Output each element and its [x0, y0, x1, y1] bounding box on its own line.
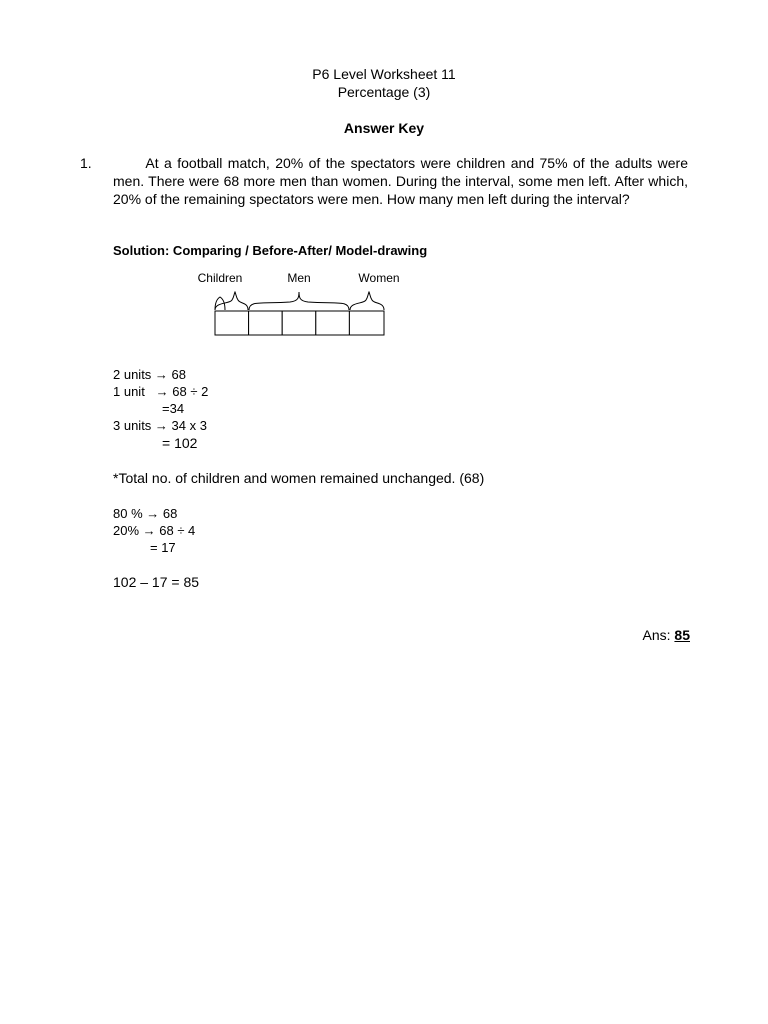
- answer-key-heading: Answer Key: [343, 120, 425, 136]
- worksheet-subtitle: Percentage (3): [337, 84, 431, 100]
- brace-men: [249, 292, 349, 310]
- step-1-unit: 1 unit → 68 ÷ 2: [113, 384, 209, 399]
- model-label-men: Men: [287, 271, 311, 285]
- worksheet-title: P6 Level Worksheet 11: [312, 66, 456, 82]
- question-number: 1.: [80, 155, 92, 171]
- question-text: At a football match, 20% of the spectators were children and 75% of the adults were men. There were 68 more men than women. During the interval, some men left. After which, 20% of the remaining spectators were men. How many men left during the interval?: [113, 155, 688, 207]
- brace-women: [350, 292, 384, 310]
- model-label-women: Women: [358, 271, 400, 285]
- step-3-units-result: = 102: [162, 435, 198, 451]
- step-1-unit-result: =34: [162, 401, 185, 416]
- answer-line: [643, 626, 690, 644]
- unchanged-note: *Total no. of children and women remained unchanged. (68): [113, 470, 485, 486]
- model-unit-box: [249, 311, 283, 335]
- step-20-percent-result: = 17: [150, 540, 176, 555]
- answer-label: Ans:: [642, 627, 671, 643]
- final-calculation: 102 – 17 = 85: [113, 574, 200, 590]
- step-80-percent: 80 % → 68: [113, 506, 178, 521]
- step-20-percent: 20% → 68 ÷ 4: [113, 523, 196, 538]
- model-unit-box: [215, 311, 249, 335]
- model-unit-box: [316, 311, 350, 335]
- bar-model-diagram: [180, 264, 410, 344]
- answer-value: 85: [674, 627, 690, 643]
- brace-children-shape: [215, 292, 248, 310]
- model-unit-box: [349, 311, 384, 335]
- model-label-children: Children: [197, 271, 243, 285]
- step-2-units: 2 units → 68: [113, 367, 186, 382]
- solution-heading: Solution: Comparing / Before-After/ Model-drawing: [113, 243, 428, 258]
- model-unit-box: [282, 311, 316, 335]
- step-3-units: 3 units → 34 x 3: [113, 418, 207, 433]
